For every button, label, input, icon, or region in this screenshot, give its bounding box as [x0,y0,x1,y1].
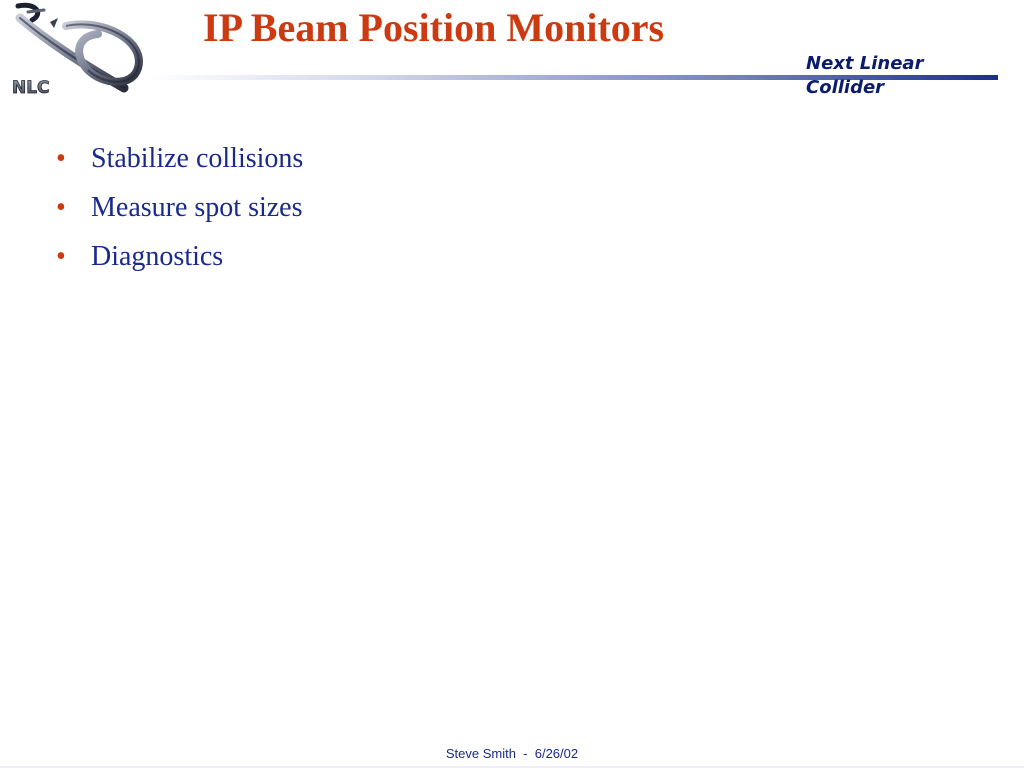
bullet-item [56,183,303,232]
logo-text: NLC [12,78,50,98]
brand-line-1: Next Linear [806,53,924,74]
bullet-marker-icon: • [56,241,66,272]
bullet-text: Diagnostics [91,241,224,272]
slide-title: IP Beam Position Monitors [203,5,665,50]
bullet-item [56,134,303,183]
bullet-item [56,232,303,281]
nlc-logo-icon [6,0,156,112]
bullet-marker-icon: • [56,192,66,223]
bullet-marker-icon: • [56,143,66,174]
brand-label [806,52,923,100]
bullet-text: Measure spot sizes [91,192,303,223]
slide-footer: Steve Smith - 6/26/02 [445,746,579,761]
brand-line-2: Collider [806,77,885,98]
bullet-list [56,134,303,281]
bullet-text: Stabilize collisions [91,143,304,174]
